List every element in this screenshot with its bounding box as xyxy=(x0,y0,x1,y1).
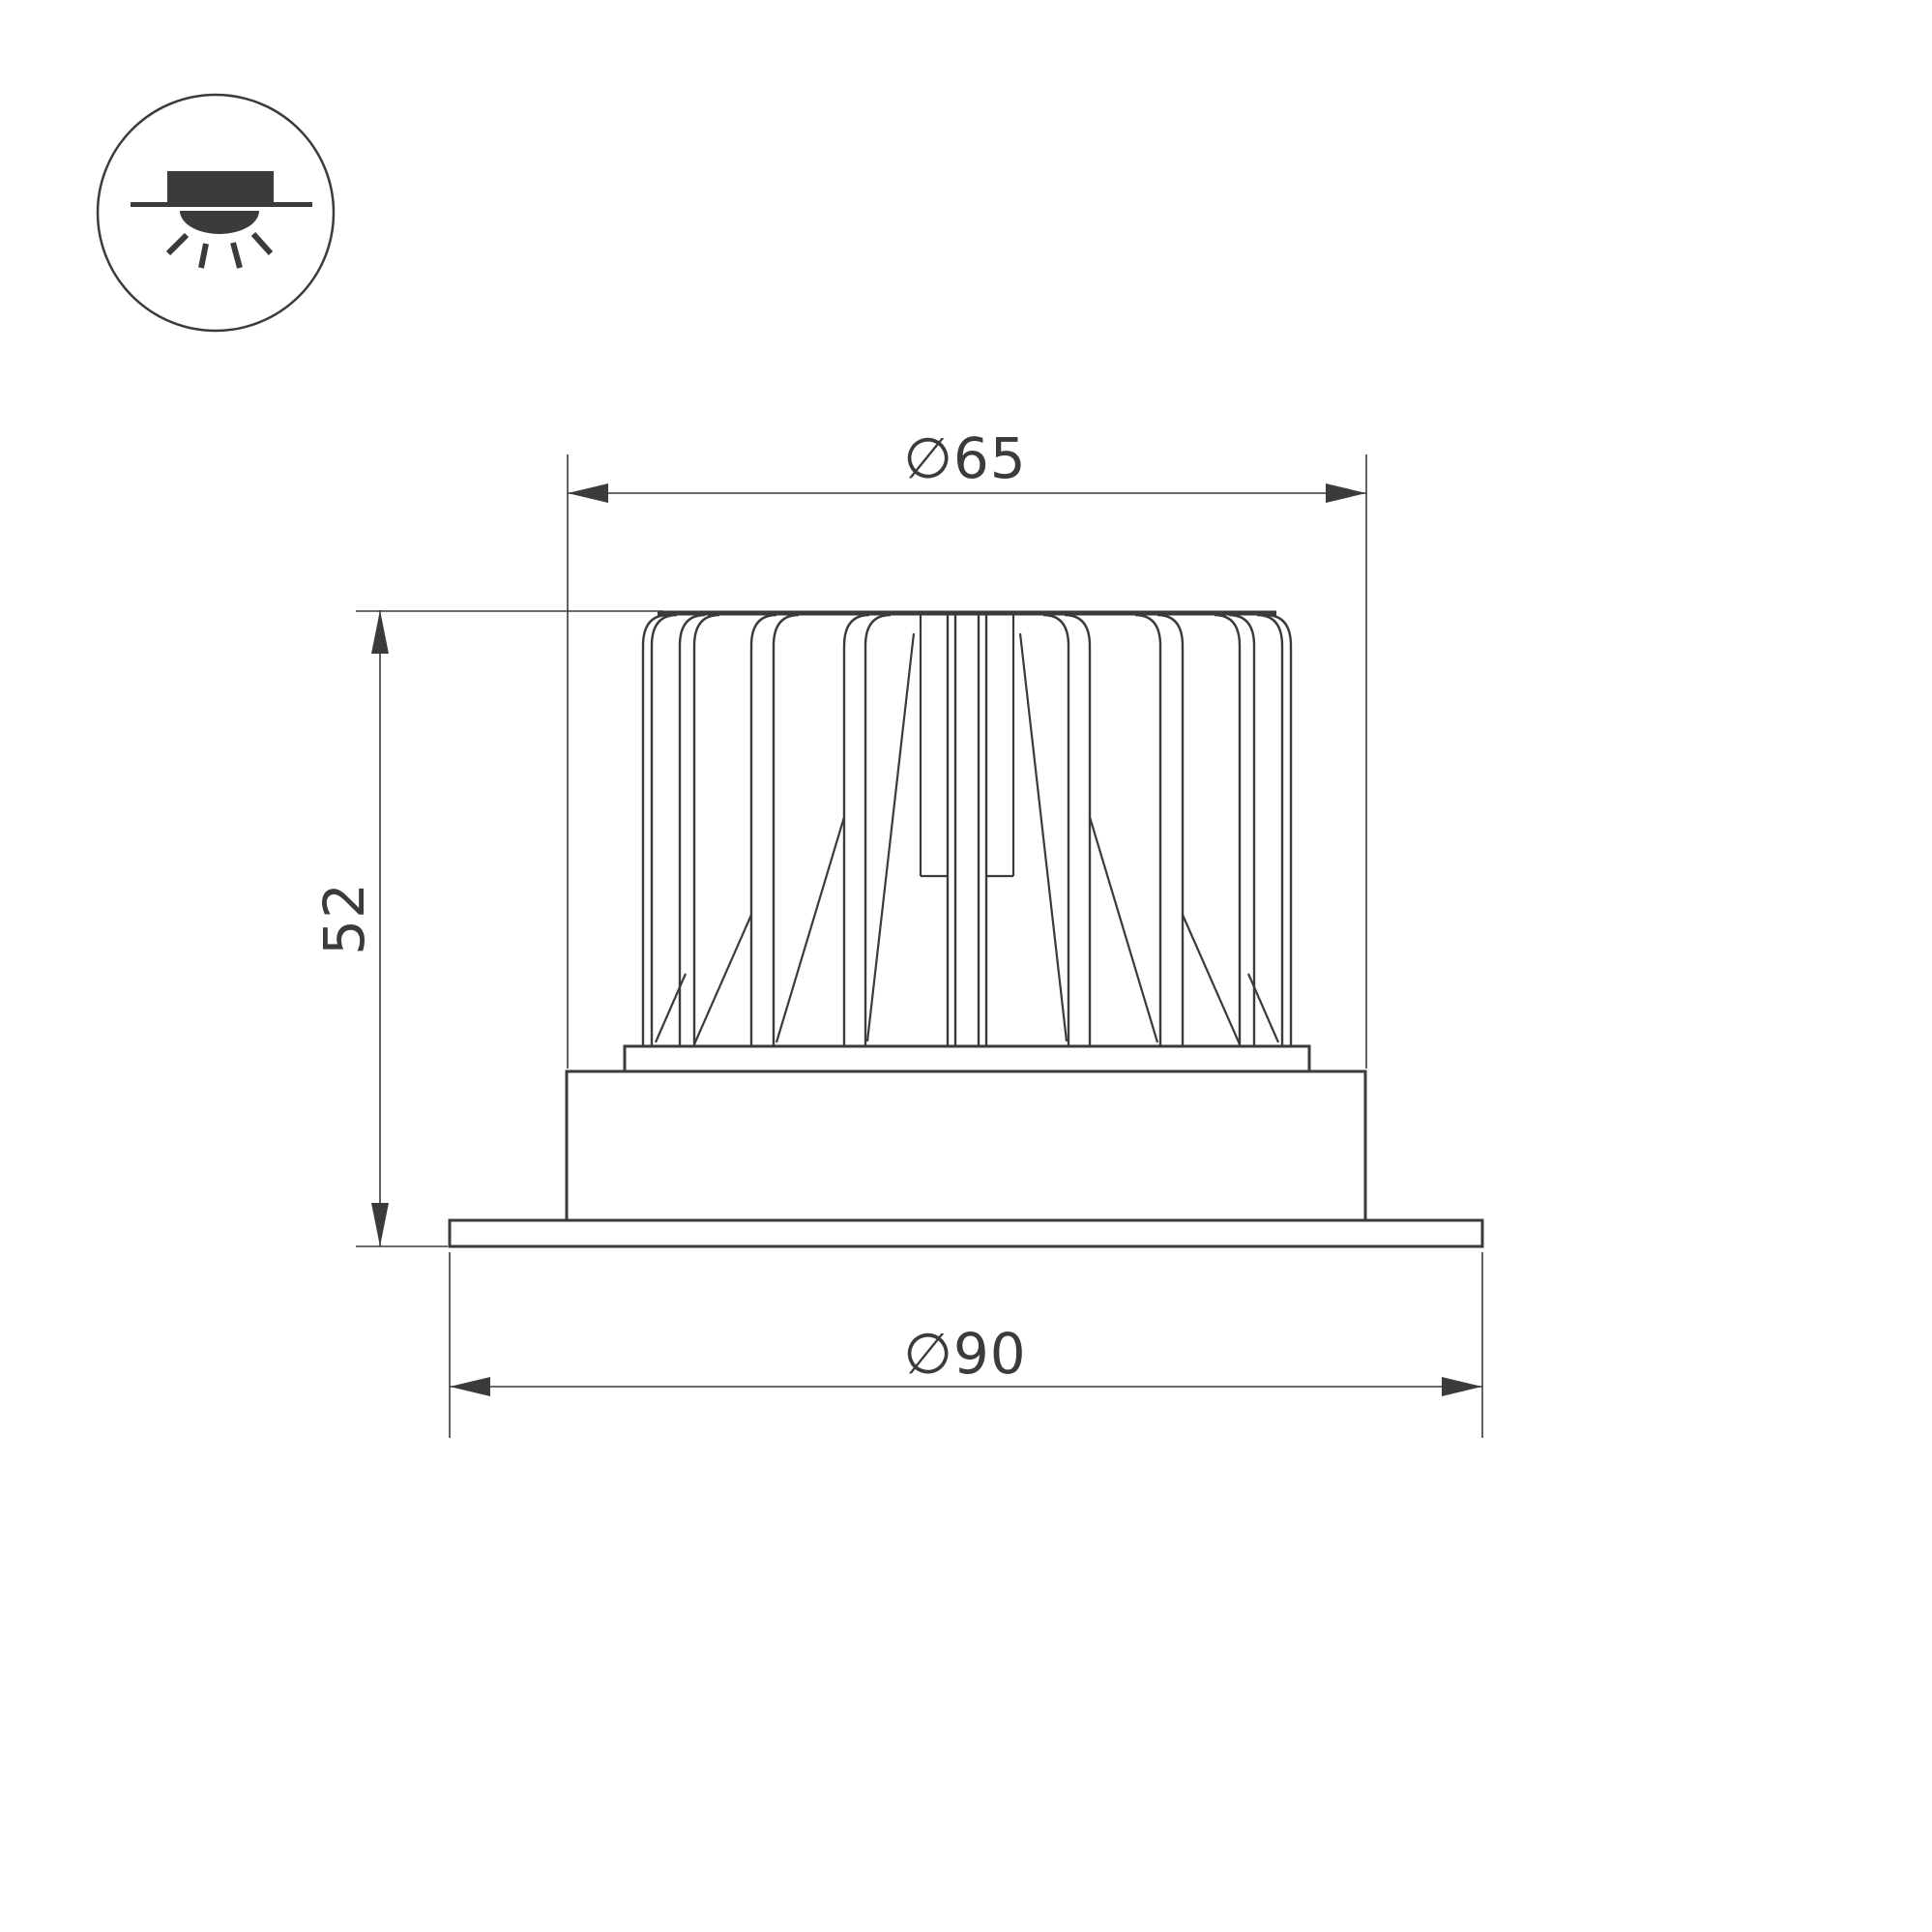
heatsink-core xyxy=(656,615,1278,1044)
arrowhead-up xyxy=(371,610,389,654)
heatsink-base-plate xyxy=(625,1046,1309,1071)
mount-type-icon xyxy=(98,95,334,331)
dimension-label-65: ∅65 xyxy=(903,425,1027,491)
mounting-flange xyxy=(450,1220,1482,1246)
icon-ceiling-line xyxy=(131,202,312,207)
heatsink-fins xyxy=(643,615,1291,1046)
dimension-label-52: 52 xyxy=(311,882,377,955)
lamp-body xyxy=(567,1071,1365,1220)
downlight-front-view xyxy=(450,613,1482,1246)
arrowhead-down xyxy=(371,1203,389,1246)
icon-light-rays xyxy=(168,234,271,268)
dimension-diameter-65 xyxy=(568,425,1366,1068)
arrowhead-left xyxy=(450,1377,490,1396)
dimension-height-52 xyxy=(311,610,663,1246)
icon-housing xyxy=(167,171,274,204)
dimension-diameter-90 xyxy=(450,1252,1482,1438)
arrowhead-right xyxy=(1326,483,1366,503)
icon-lamp-dome xyxy=(180,211,259,234)
arrowhead-right xyxy=(1442,1377,1482,1396)
arrowhead-left xyxy=(568,483,608,503)
dimension-label-90: ∅90 xyxy=(903,1321,1027,1387)
